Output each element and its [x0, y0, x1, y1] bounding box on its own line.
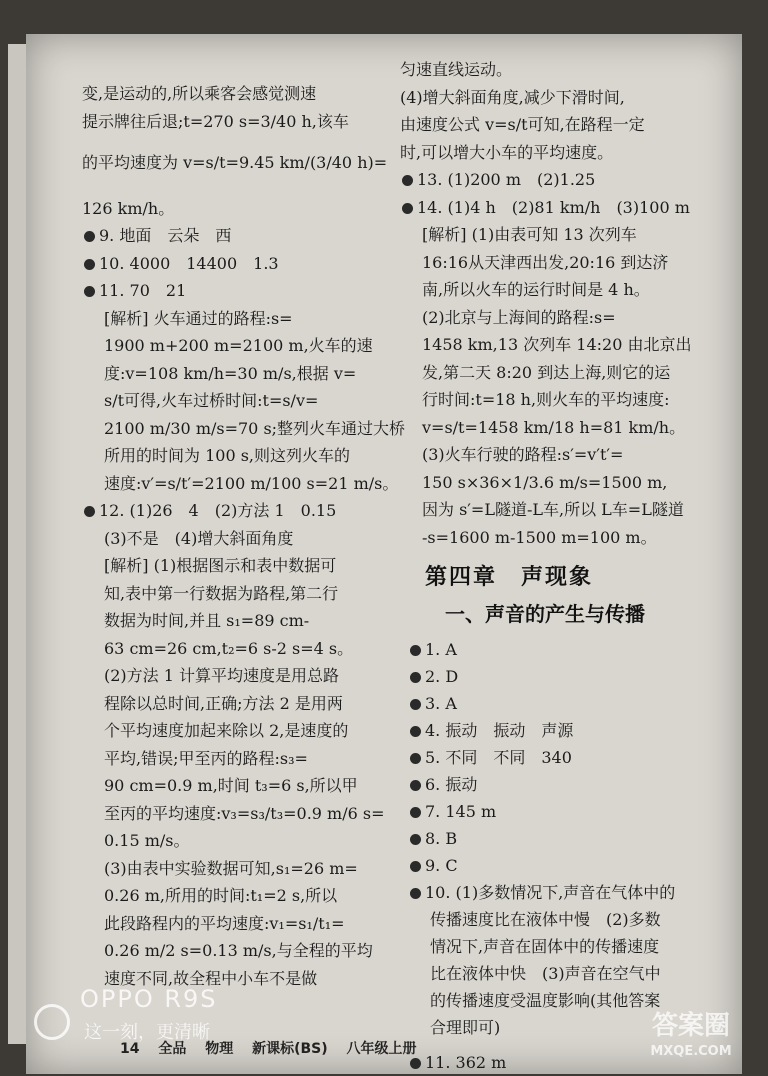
- answer-item: 12. (1)26 4 (2)方法 1 0.15: [82, 497, 392, 525]
- text-line: (4)增大斜面角度,减少下滑时间,: [400, 87, 625, 107]
- answer-item: 4. 振动 振动 声源: [408, 717, 728, 744]
- answer-item: 3. A: [408, 690, 728, 717]
- text-line: 传播速度比在液体中慢 (2)多数: [430, 910, 661, 929]
- text-line: 比在液体中快 (3)声音在空气中: [430, 964, 661, 983]
- answer-item: 2. D: [408, 663, 728, 690]
- answer-item: 11. 362 m: [408, 1049, 728, 1076]
- answer-item: 8. B: [408, 825, 728, 852]
- answer-icon: [410, 699, 421, 710]
- answer-item: 11. 70 21: [82, 277, 392, 305]
- text-line: 速度不同,故全程中小车不是做: [104, 968, 318, 988]
- answer-icon: [410, 672, 421, 683]
- text-line: 情况下,声音在固体中的传播速度: [430, 937, 660, 956]
- answer-icon: [402, 175, 413, 186]
- answer-icon: [402, 203, 413, 214]
- answer-icon: [410, 807, 421, 818]
- text-line: [解析] 火车通过的路程:s=: [104, 308, 293, 328]
- text-line: 所用的时间为 100 s,则这列火车的: [104, 446, 351, 465]
- answer-icon: [84, 231, 95, 242]
- text-line: (3)由表中实验数据可知,s₁=26 m=: [104, 858, 358, 878]
- answer-icon: [410, 645, 421, 656]
- answer-item: 9. 地面 云朵 西: [82, 222, 392, 250]
- text-line: 0.26 m/2 s=0.13 m/s,与全程的平均: [104, 941, 373, 960]
- text-line: 个平均速度加起来除以 2,是速度的: [104, 721, 349, 740]
- text-line: s/t可得,火车过桥时间:t=s/v=: [104, 391, 319, 410]
- answer-icon: [84, 286, 95, 297]
- text-line: 合理即可): [430, 1018, 501, 1037]
- camera-watermark-icon: [34, 1004, 70, 1040]
- site-logo-url: MXQE.COM: [650, 1044, 732, 1059]
- text-line: v=s/t=1458 km/18 h=81 km/h。: [422, 417, 686, 437]
- text-line: 提示牌往后退;t=270 s=3/40 h,该车: [82, 111, 349, 131]
- text-line: 2100 m/30 m/s=70 s;整列火车通过大桥: [104, 418, 406, 438]
- text-line: 发,第二天 8:20 到达上海,则它的运: [422, 362, 671, 382]
- answer-icon: [410, 861, 421, 872]
- text-line: 0.15 m/s。: [104, 831, 190, 850]
- answer-item: 5. 不同 不同 340: [408, 744, 728, 771]
- text-line: 变,是运动的,所以乘客会感觉测速: [82, 84, 317, 103]
- text-line: 至丙的平均速度:v₃=s₃/t₃=0.9 m/6 s=: [104, 803, 385, 823]
- grade-label: 八年级上册: [346, 1041, 417, 1057]
- text-line: 程除以总时间,正确;方法 2 是用两: [104, 693, 343, 713]
- text-line: 数据为时间,并且 s₁=89 cm-: [104, 611, 310, 630]
- text-line: (2)北京与上海间的路程:s=: [422, 307, 616, 327]
- answer-icon: [410, 726, 421, 737]
- answer-item: 7. 145 m: [408, 798, 728, 825]
- answer-icon: [410, 753, 421, 764]
- text-line: 0.26 m,所用的时间:t₁=2 s,所以: [104, 886, 338, 905]
- text-line: -s=1600 m-1500 m=100 m。: [422, 527, 657, 547]
- answer-item: 10. (1)多数情况下,声音在气体中的: [408, 879, 728, 906]
- camera-watermark-slogan: 这一刻，更清晰: [84, 1022, 210, 1043]
- answer-item: 14. (1)4 h (2)81 km/h (3)100 m: [400, 194, 730, 222]
- text-line: 行时间:t=18 h,则火车的平均速度:: [422, 390, 670, 409]
- text-line: 由速度公式 v=s/t可知,在路程一定: [400, 115, 645, 134]
- answer-item: 6. 振动: [408, 771, 728, 798]
- left-column: [82, 80, 406, 992]
- text-line: 时,可以增大小车的平均速度。: [400, 142, 614, 162]
- text-line: (2)方法 1 计算平均速度是用总路: [104, 666, 340, 685]
- text-line: 速度:v′=s/t′=2100 m/100 s=21 m/s。: [104, 473, 399, 493]
- right-column: [400, 56, 730, 551]
- camera-watermark-brand: OPPO R9S: [80, 985, 218, 1013]
- page-number: 14: [120, 1041, 140, 1057]
- text-line: 63 cm=26 cm,t₂=6 s-2 s=4 s。: [104, 638, 354, 658]
- answer-item: 9. C: [408, 852, 728, 879]
- subject-label: 物理: [205, 1041, 234, 1057]
- answer-icon: [410, 1058, 421, 1069]
- answer-item: 13. (1)200 m (2)1.25: [400, 166, 730, 194]
- text-line: 平均,错误;甲至丙的路程:s₃=: [104, 748, 308, 768]
- text-line: 150 s×36×1/3.6 m/s=1500 m,: [422, 472, 668, 492]
- text-line: 因为 s′=L隧道-L车,所以 L车=L隧道: [422, 500, 684, 519]
- answer-icon: [84, 506, 95, 517]
- text-line: 此段路程内的平均速度:v₁=s₁/t₁=: [104, 913, 345, 933]
- text-line: (3)火车行驶的路程:s′=v′t′=: [422, 445, 624, 464]
- site-logo: [646, 1010, 736, 1068]
- text-line: [解析] (1)根据图示和表中数据可: [104, 556, 337, 575]
- answer-icon: [410, 834, 421, 845]
- text-line: 知,表中第一行数据为路程,第二行: [104, 583, 339, 603]
- answer-icon: [410, 780, 421, 791]
- text-line: 的传播速度受温度影响(其他答案: [430, 991, 661, 1010]
- text-line: (3)不是 (4)增大斜面角度: [104, 528, 294, 548]
- text-line: 南,所以火车的运行时间是 4 h。: [422, 280, 650, 299]
- text-line: 匀速直线运动。: [400, 60, 513, 79]
- site-logo-main: 答案圈: [651, 1011, 730, 1041]
- answer-icon: [410, 888, 421, 899]
- text-line: 90 cm=0.9 m,时间 t₃=6 s,所以甲: [104, 776, 358, 795]
- chapter-title: 第四章 声现象: [425, 565, 594, 590]
- section-title: 一、声音的产生与传播: [445, 602, 645, 626]
- text-line: 度:v=108 km/h=30 m/s,根据 v=: [104, 363, 357, 383]
- edition-label: 新课标(BS): [252, 1041, 328, 1057]
- text-line: [解析] (1)由表可知 13 次列车: [422, 225, 637, 244]
- book-edge: [8, 44, 28, 1044]
- text-line: 的平均速度为 v=s/t=9.45 km/(3/40 h)=: [82, 153, 388, 172]
- book-name: 全品: [158, 1041, 187, 1057]
- text-line: 1900 m+200 m=2100 m,火车的速: [104, 336, 373, 355]
- answer-item: 10. 4000 14400 1.3: [82, 250, 392, 278]
- text-line: 1458 km,13 次列车 14:20 由北京出: [422, 335, 692, 354]
- text-line: 16:16从天津西出发,20:16 到达济: [422, 252, 669, 272]
- answer-icon: [84, 259, 95, 270]
- answer-item: 1. A: [408, 636, 728, 663]
- text-line: 126 km/h。: [82, 198, 175, 218]
